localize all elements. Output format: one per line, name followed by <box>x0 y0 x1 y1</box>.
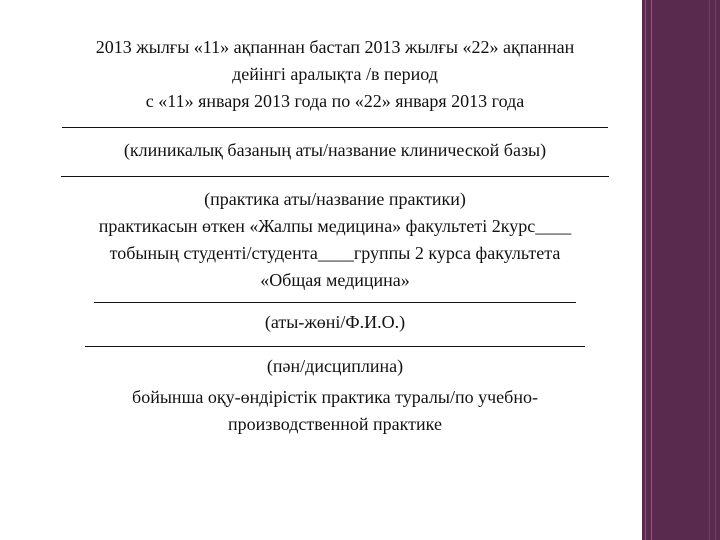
name-fill-line <box>94 302 576 303</box>
period-line-2: дейінгі аралықта /в период <box>232 64 438 84</box>
practice-caption: (практика аты/название практики) <box>204 189 466 209</box>
closing-line-1: бойынша оқу-өндірістік практика туралы/по учебно- <box>132 387 538 407</box>
side-decoration-line <box>715 0 716 540</box>
closing-line-2: производственной практике <box>228 414 442 434</box>
student-line-3: «Общая медицина» <box>260 270 410 290</box>
period-line-3: с «11» января 2013 года по «22» января 2013 года <box>145 91 525 111</box>
discipline-caption: (пән/дисциплина) <box>266 356 404 376</box>
document-body <box>40 34 630 438</box>
name-caption: (аты-жөні/Ф.И.О.) <box>264 312 406 332</box>
student-line-2: тобының студенті/студента____группы 2 курса факультета <box>109 243 561 263</box>
side-decoration-line <box>709 0 710 540</box>
period-line-1: 2013 жылғы «11» ақпаннан бастап 2013 жылғы «22» ақпаннан <box>95 37 575 57</box>
practice-fill-line <box>61 176 609 177</box>
student-line-1: практикасын өткен «Жалпы медицина» факультеті 2курс____ <box>98 216 572 236</box>
discipline-fill-line <box>85 346 585 347</box>
side-decoration-line <box>651 0 652 540</box>
clinic-base-caption: (клиникалық базаның аты/название клинической базы) <box>123 140 547 160</box>
side-decoration-line <box>645 0 646 540</box>
clinic-base-fill-line <box>62 127 608 128</box>
